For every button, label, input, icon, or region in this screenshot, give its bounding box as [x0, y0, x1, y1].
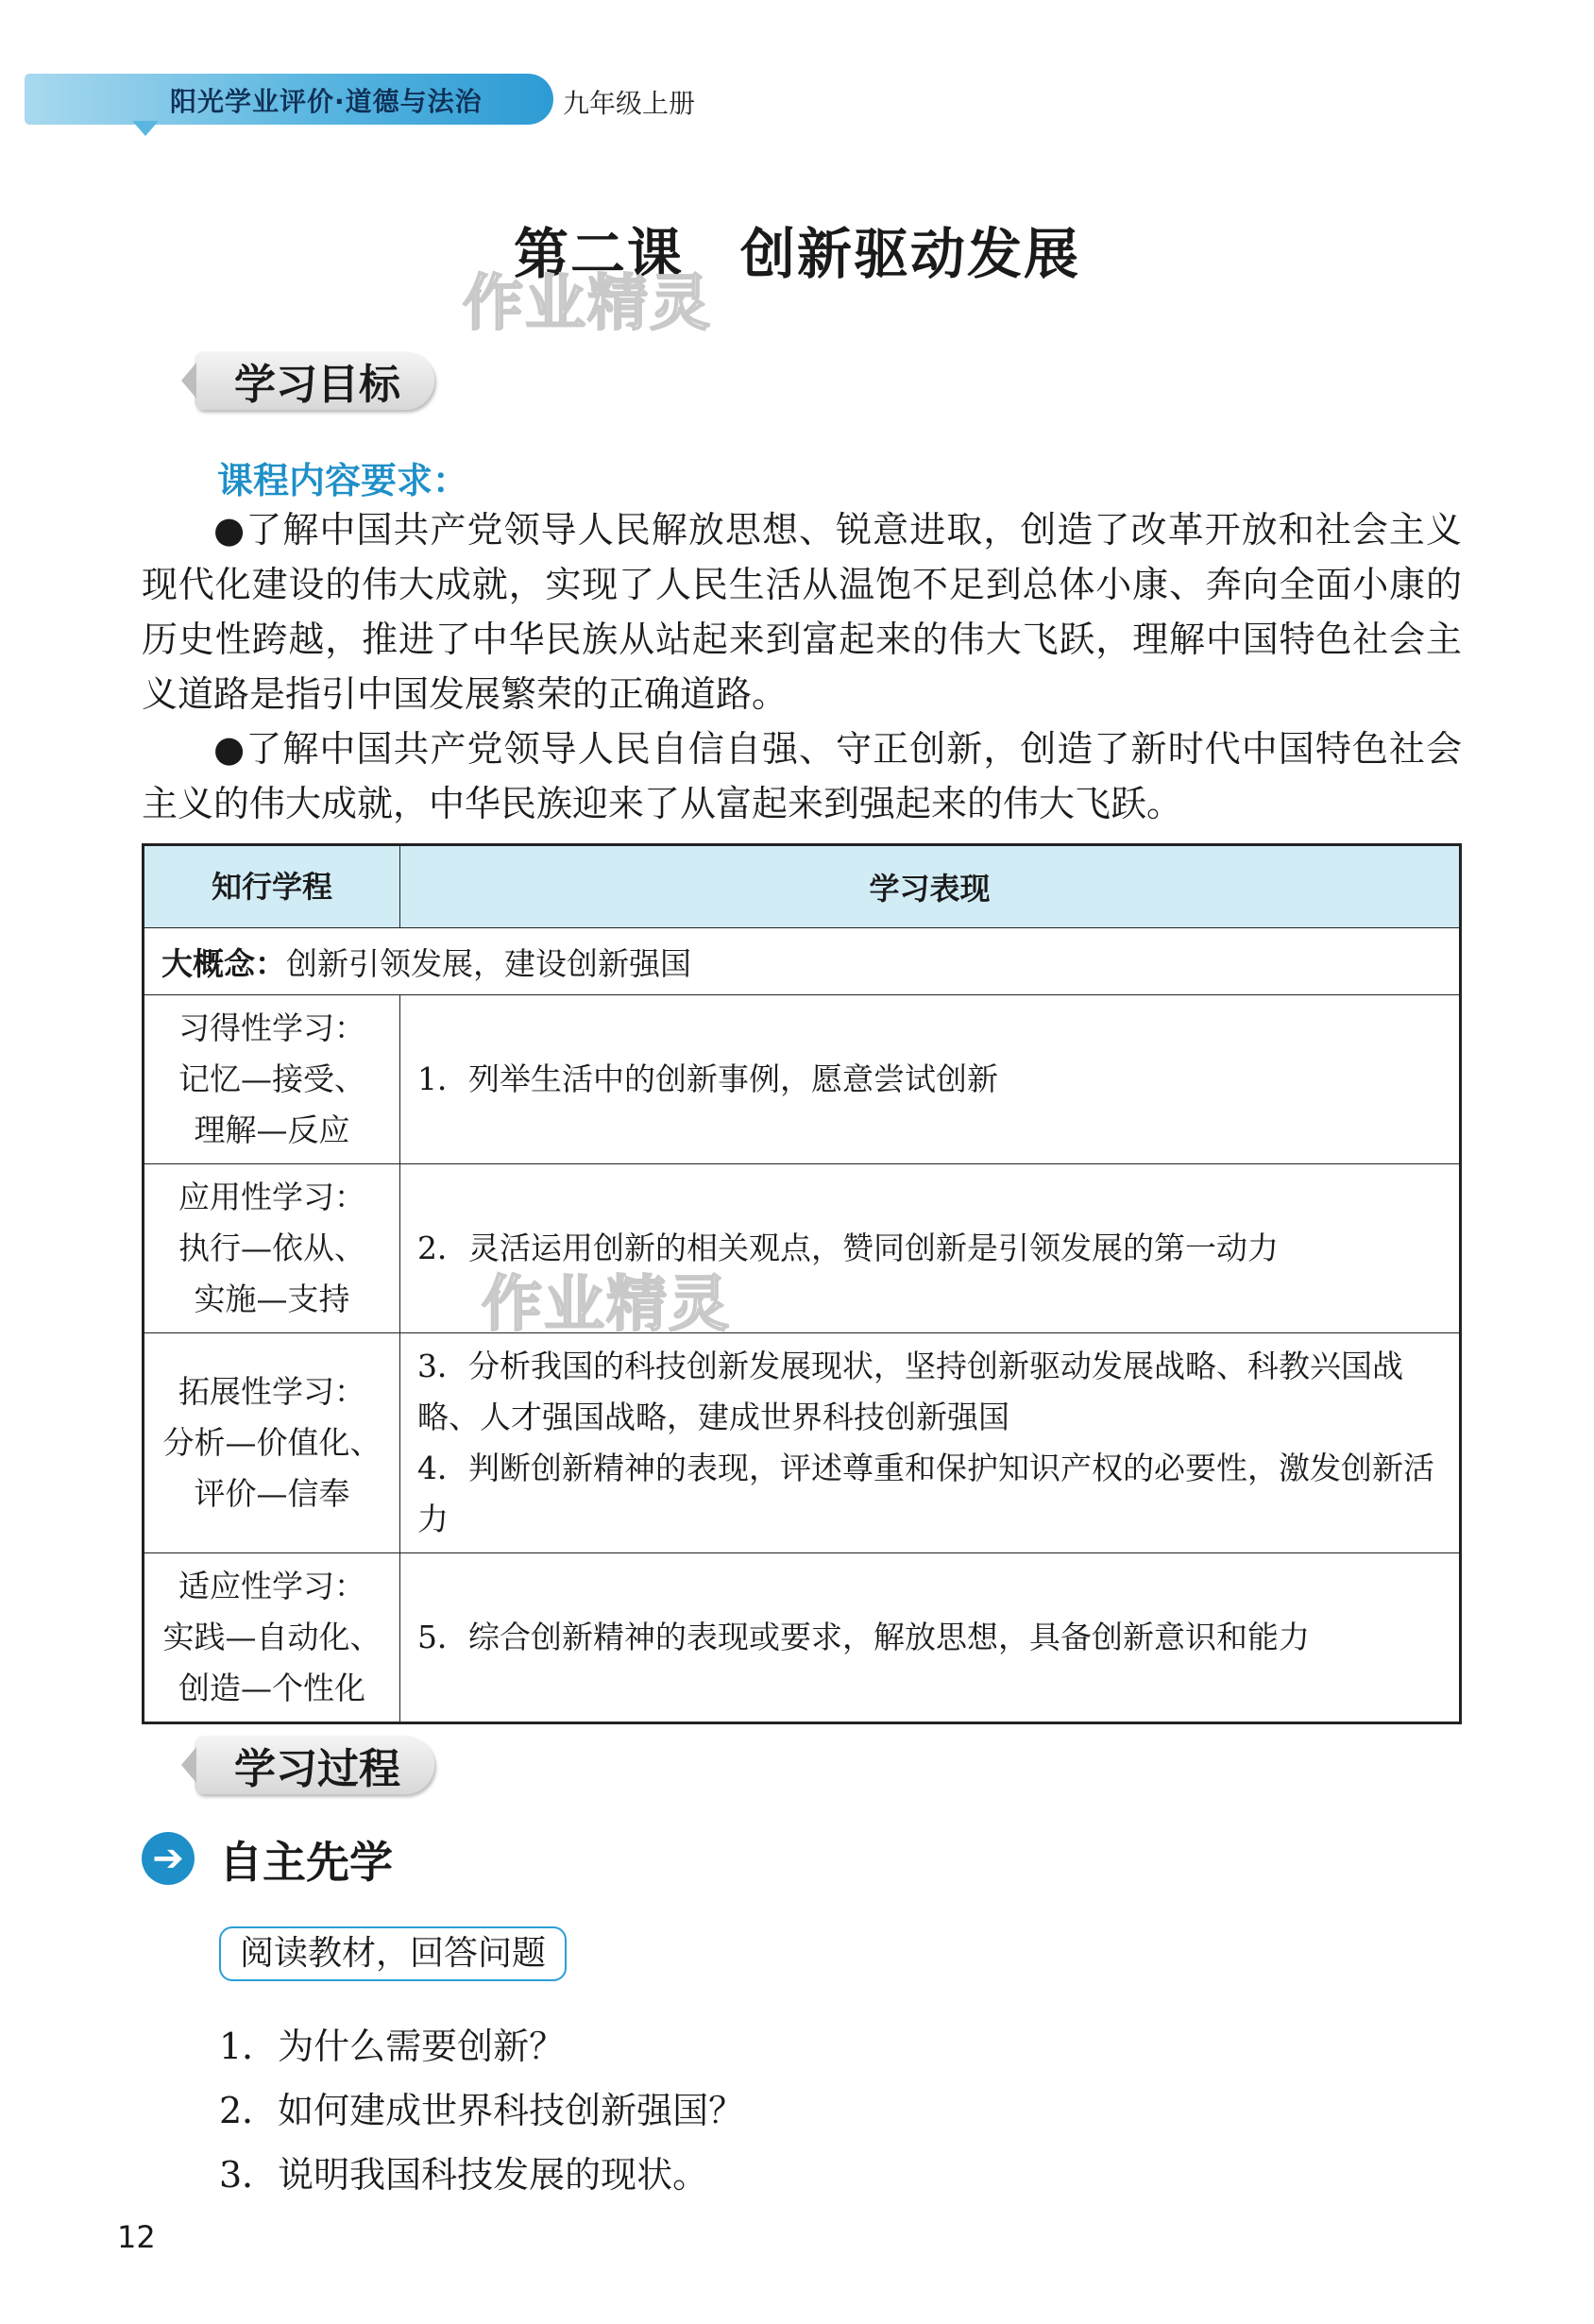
- performance-item: 1．列举生活中的创新事例，愿意尝试创新: [417, 1060, 998, 1097]
- grade-label: 九年级上册: [563, 88, 696, 119]
- section-badge-goals: 学习目标: [195, 351, 434, 410]
- concept-label: 大概念：: [161, 944, 286, 982]
- performance-cell: [400, 1333, 1461, 1553]
- stage-cell: [144, 1164, 400, 1333]
- watermark: 作业精灵: [482, 1270, 731, 1340]
- stage-cell: [144, 1553, 400, 1723]
- header-banner-tail: [132, 121, 159, 136]
- table-header: 学习表现: [400, 845, 1461, 928]
- learning-table: [142, 843, 1462, 1724]
- performance-item: 3．分析我国的科技创新发展现状，坚持创新驱动发展战略、科教兴国战略、人才强国战略，建成世界科技创新强国: [417, 1348, 1403, 1435]
- question-item: 1．为什么需要创新？: [219, 2026, 566, 2067]
- read-textbook-tag: 阅读教材，回答问题: [219, 1926, 567, 1981]
- stage-line: 评价—信奉: [194, 1475, 350, 1512]
- performance-item: 5．综合创新精神的表现或要求，解放思想，具备创新意识和能力: [417, 1619, 1310, 1655]
- stage-line: 执行—依从、: [178, 1230, 365, 1266]
- table-row: [144, 1553, 1461, 1723]
- stage-line: 拓展性学习：: [178, 1373, 365, 1410]
- requirement-paragraph: ●了解中国共产党领导人民解放思想、锐意进取，创造了改革开放和社会主义现代化建设的伟大成就，实现了人民生活从温饱不足到总体小康、奔向全面小康的历史性跨越，推进了中华民族从站起来到富起来的伟大飞跃，理解中国特色社会主义道路是指引中国发展繁荣的正确道路。: [142, 509, 1462, 715]
- stage-line: 记忆—接受、: [178, 1060, 365, 1097]
- performance-cell: [400, 995, 1461, 1164]
- lesson-title: 第二课 创新驱动发展: [513, 222, 1080, 286]
- stage-line: 理解—反应: [194, 1111, 350, 1148]
- self-study-heading: 自主先学: [219, 1837, 393, 1888]
- table-row: [144, 1164, 1461, 1333]
- requirement-paragraph: ●了解中国共产党领导人民自信自强、守正创新，创造了新时代中国特色社会主义的伟大成就，中华民族迎来了从富起来到强起来的伟大飞跃。: [142, 728, 1462, 824]
- concept-text: 创新引领发展，建设创新强国: [286, 944, 691, 982]
- series-title: 阳光学业评价·道德与法治: [170, 86, 483, 117]
- stage-line: 实践—自动化、: [162, 1619, 382, 1655]
- big-concept-row: [144, 928, 1461, 995]
- question-item: 3．说明我国科技发展的现状。: [219, 2154, 709, 2196]
- stage-line: 适应性学习：: [178, 1568, 365, 1604]
- table-row: [144, 1333, 1461, 1553]
- stage-line: 创造—个性化: [178, 1670, 365, 1706]
- stage-line: 应用性学习：: [178, 1179, 365, 1215]
- stage-line: 实施—支持: [194, 1281, 350, 1317]
- performance-item: 2．灵活运用创新的相关观点，赞同创新是引领发展的第一动力: [417, 1230, 1279, 1266]
- stage-cell: [144, 995, 400, 1164]
- table-header: 知行学程: [144, 845, 400, 928]
- performance-cell: [400, 1164, 1461, 1333]
- requirements-heading: 课程内容要求：: [217, 460, 469, 501]
- performance-cell: [400, 1553, 1461, 1723]
- stage-cell: [144, 1333, 400, 1553]
- watermark: 作业精灵: [463, 269, 712, 339]
- stage-line: 习得性学习：: [178, 1009, 365, 1046]
- arrow-right-icon: ➔: [142, 1832, 195, 1885]
- stage-line: 分析—价值化、: [162, 1424, 382, 1461]
- table-row: [144, 995, 1461, 1164]
- question-item: 2．如何建成世界科技创新强国？: [219, 2090, 745, 2131]
- section-badge-process: 学习过程: [195, 1736, 434, 1794]
- performance-item: 4．判断创新精神的表现，评述尊重和保护知识产权的必要性，激发创新活力: [417, 1450, 1434, 1537]
- page-number: 12: [117, 2219, 156, 2255]
